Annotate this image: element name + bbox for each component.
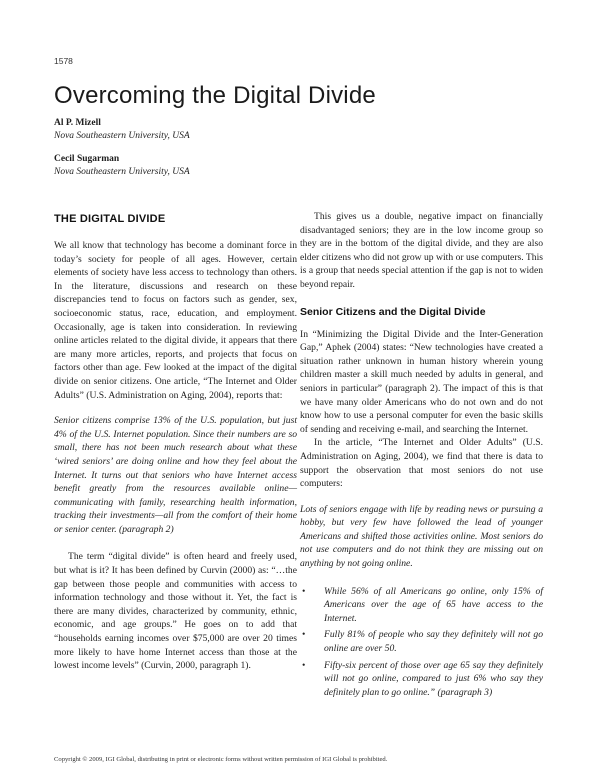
block-quote: Senior citizens comprise 13% of the U.S. population, but just 4% of the U.S. Internet population. Since their numbers are so small, there has not been much research about what these ‘wired seniors’ are doing online and how they feel about the Internet. It turns out that seniors who have Internet access benefit greatly from the resources available online—communicating with family, researching health information, tracking their investments—all from the comfort of their home or senior center. (paragraph 2) [54,415,297,535]
author-name: Cecil Sugarman [54,154,120,164]
paragraph: In “Minimizing the Digital Divide and the Inter-Generation Gap,” Aphek (2004) states: “New technologies have created a situation rather unknown in human history wherein young children master a skill much needed by adults in general, and seniors in particular” (paragraph 2). The impact of this is that we have many older Americans who do not own and do not know how to use a personal computer for even the basic skills of sending and receiving e-mail, and searching the Internet. [300,328,543,435]
author-name: Al P. Mizell [54,118,101,128]
paragraph: This gives us a double, negative impact on financially disadvantaged seniors; they are in the low income group so they are in the bottom of the digital divide, and they are also elder citizens who did not grow up with or use computers. This is a group that needs special attention if the gap is not to widen beyond repair. [300,211,543,290]
paragraph: We all know that technology has become a dominant force in today’s society for people of all ages. However, certain elements of society have less access to technology than others. In the literature, discussions and research on these discrepancies tend to focus on factors such as gender, sex, socioeconomic status, race, education, and employment. Occasionally, age is taken into consideration. In reviewing online articles related to the digital divide, it appears that there are many more articles, reports, and projects that focus on factors other than age. Few looked at the impact of the digital divide on senior citizens. One article, “The Internet and Older Adults” (U.S. Administration on Aging, 2004), reports that: [54,240,297,401]
paragraph: The term “digital divide” is often heard and freely used, but what is it? It has been defined by Curvin (2000) as: “…the gap between those people and communities with access to information technology and those without it. Yet, the fact is there are many divides, characterized by community, ethnic, economic, and age groups.” He goes on to add that “households earning incomes over $75,000 are over 20 times more likely to have home Internet access than those at the lowest income levels” (Curvin, 2000, paragraph 1). [54,551,297,672]
author-affiliation: Nova Southeastern University, USA [54,131,190,141]
copyright-notice: Copyright © 2009, IGI Global, distributing in print or electronic forms without written permission of IGI Global is prohibited. [54,756,388,763]
list-item-text: Fully 81% of people who say they definitely will not go online are over 50. [324,629,543,655]
section-heading-digital-divide: THE DIGITAL DIVIDE [54,213,166,225]
bullet-marker: • [302,629,306,641]
left-column [54,210,297,673]
subsection-heading-senior-citizens: Senior Citizens and the Digital Divide [300,305,486,318]
list-item [300,585,543,626]
right-column [300,210,543,702]
list-item-text: Fifty-six percent of those over age 65 say they definitely will not go online, compared to just 6% who say they definitely plan to go online.” (paragraph 3) [324,659,543,698]
list-item [300,659,543,700]
page-number: 1578 [54,56,73,66]
bullet-marker: • [302,659,306,671]
list-item [300,628,543,655]
block-quote: Lots of seniors engage with life by reading news or pursuing a hobby, but very few have followed the lead of younger Americans and shifted those activities online. Most seniors do not use computers and do not think they are missing out on anything by not going online. [300,503,543,570]
author-1 [54,117,190,143]
list-item-text: While 56% of all Americans go online, only 15% of Americans over the age of 65 have access to the Internet. [324,585,543,624]
page-title: Overcoming the Digital Divide [54,82,376,109]
author-affiliation: Nova Southeastern University, USA [54,167,190,177]
paragraph: In the article, “The Internet and Older Adults” (U.S. Administration on Aging, 2004), we find that there is data to support the observation that most seniors do not use computers: [300,437,543,490]
bullet-marker: • [302,585,306,597]
author-2 [54,153,190,179]
statistics-list [300,585,543,700]
